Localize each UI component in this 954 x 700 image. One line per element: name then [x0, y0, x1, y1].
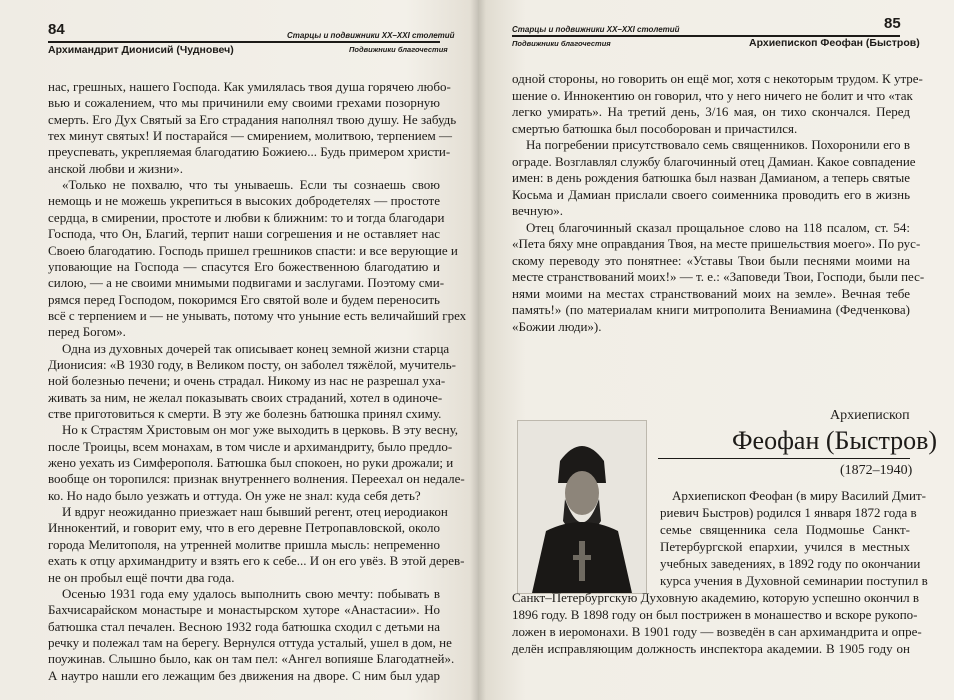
- bio-line: Архиепископ Феофан (в миру Василий Дмит-: [672, 488, 926, 503]
- text-line: ограде. Возглавлял службу благочинный отец Дамиан. Какое совпадение: [512, 153, 916, 169]
- text-line: смертью батюшка был пособорован и причастился.: [512, 120, 798, 136]
- text-line: Отец благочинный сказал прощальное слово на 118 псалом, ст. 54:: [526, 219, 910, 235]
- text-line: города Мелитополя, на утренней молитве пришла мысль: непременно: [48, 536, 440, 552]
- text-line: ехать к отцу архимандриту и взять его к себе... И он его увёз. В этой дерев-: [48, 553, 465, 569]
- text-line: вью и сожалением, что мы причинили ему своими грехами позорную: [48, 95, 440, 111]
- text-line: Бахчисарайском монастыре и монастырском хуторе «Анастасии». Но: [48, 602, 440, 618]
- text-line: батюшка стал печален. Весною 1932 года батюшка сходил с детьми на: [48, 618, 440, 634]
- text-line: Но к Страстям Христовым он мог уже выходить в церковь. В эту весну,: [62, 422, 459, 438]
- text-line: смерть. Его Дух Святый за Его страдания наполнял твою душу. Не забудь: [48, 111, 457, 127]
- text-line: «Только не похвалю, что ты унываешь. Если ты сознаешь свою: [62, 177, 440, 193]
- text-line: немощь и не можешь укрепиться в высоких добродетелях — простоте: [48, 193, 440, 209]
- left-running-title: Старцы и подвижники XX–XXI столетий: [287, 31, 455, 40]
- text-line: Косьма и Дамиан прислали своего соименника проводить его в жизнь: [512, 186, 910, 202]
- text-line: «Божии люди»).: [512, 318, 602, 334]
- text-line: На погребении присутствовало семь священников. Похоронили его в: [526, 137, 910, 152]
- bio-line: делён исправляющим должность инспектора академии. В 1905 году он: [512, 641, 910, 656]
- bio-line: курса учения в Духовной семинарии поступил в: [660, 573, 928, 588]
- text-line: скому переводу это понятнее: «Уставы Твои были песнями моими на: [512, 252, 910, 268]
- chapter-title-rule: [658, 458, 910, 459]
- text-line: рямся перед Господом, покоримся Его святой воле и будем переносить: [48, 291, 440, 307]
- left-header-rule: [48, 41, 440, 43]
- bio-line: семье священника села Подмошье Санкт-: [660, 522, 910, 537]
- text-line: нас, грешных, нашего Господа. Как умилялась твоя душа горячею любо-: [48, 79, 451, 94]
- text-line: нями моими на местах странствований моих на земле». Вечная тебе: [512, 285, 910, 301]
- bio-line: Санкт–Петербургскую Духовную академию, которую успешно окончил в: [512, 590, 919, 605]
- text-line: вечную».: [512, 203, 563, 218]
- text-line: Иннокентий, и говорит ему, что в его деревне Петропавловской, около: [48, 520, 440, 536]
- text-line: преуспевать, укрепляемая благодатию Божиею... Будь примером христи-: [48, 144, 451, 160]
- left-author-header: Архимандрит Дионисий (Чудновеч): [48, 44, 234, 56]
- text-line: перед Богом».: [48, 324, 126, 340]
- text-line: вообще он торопился: признак внутреннего волнения. Переехал он недале-: [48, 471, 465, 487]
- text-line: силою, — а не своими мнимыми подвигами и заслугами. Поэтому сми-: [48, 275, 445, 291]
- text-line: ной болезнью печени; и очень страдал. Никому из нас не разрешал уха-: [48, 373, 446, 389]
- book-spine: [470, 0, 486, 700]
- text-line: уповающие на Господа — спасутся Его божественною благодатию и: [48, 258, 440, 274]
- bio-line: ложен в иеромонахи. В 1901 году — возведён в сан архимандрита и опре-: [512, 624, 922, 639]
- bio-line: учебных заведениях, в 1892 году по окончании: [660, 556, 921, 571]
- text-line: сердца, в смирении, простоте и любви к ближним: то и тогда благодари: [48, 209, 445, 225]
- text-line: Господа, что Он, Благий, терпит наши согрешения и не оставляет нас: [48, 226, 440, 242]
- chapter-title-rank: Архиепископ: [830, 408, 910, 423]
- text-line: шение о. Иннокентию он говорил, что у него ничего не болит и что «так: [512, 87, 913, 103]
- text-line: поужинав. Слышно было, как он там пел: «Ангел вопияше Благодатней».: [48, 651, 455, 667]
- portrait-photo: [517, 420, 647, 594]
- bio-line: риевич Быстров) родился 1 января 1872 года в: [660, 505, 917, 520]
- right-section-header: Подвижники благочестия: [512, 39, 611, 48]
- chapter-dates: (1872–1940): [840, 463, 913, 478]
- text-line: одной стороны, но говорить он ещё мог, хотя с некоторым трудом. К утре-: [512, 71, 923, 86]
- text-line: «Пета бяху мне оправдания Твоя, на месте пришельствия моего». По рус-: [512, 236, 921, 251]
- chapter-title-name: Феофан (Быстров): [732, 426, 938, 455]
- right-chapter-header: Архиепископ Феофан (Быстров): [749, 37, 920, 49]
- text-line: Своею благодатию. Господь пришел грешников спасти: и все верующие и: [48, 242, 458, 258]
- text-line: тех минут святых! И постарайся — смирением, молитвою, терпением —: [48, 128, 453, 144]
- text-line: стве приготовиться к смерти. В эту же болезнь батюшка принял схиму.: [48, 406, 442, 421]
- text-line: легко умирать». На третий день, 3/16 мая, он тихо скончался. Перед: [512, 104, 910, 119]
- text-line: ко. Но надо было уезжать и оттуда. Он уже не знал: куда себя деть?: [48, 487, 421, 503]
- text-line: А наутро нашли его лежащим без движения на дворе. С ним был удар: [48, 667, 440, 683]
- portrait-image: [518, 421, 646, 593]
- text-line: И вдруг неожиданно приезжает наш бывший регент, отец иеродиакон: [62, 504, 448, 520]
- text-line: после Троицы, всем монахам, в том числе и архимандриту, было предло-: [48, 438, 453, 454]
- text-line: не он пробыл ещё почти два года.: [48, 569, 235, 585]
- right-running-title: Старцы и подвижники XX–XXI столетий: [512, 25, 680, 34]
- bio-line: 1896 году. В 1898 году он был пострижен в монашество и вскоре рукопо-: [512, 607, 918, 622]
- text-line: живать за ним, не желал показывать своих страданий, хотел в одиноче-: [48, 389, 443, 405]
- text-line: жено уехать из Симферополя. Батюшка был спокоен, но руки дрожали; и: [48, 455, 454, 471]
- text-line: Дионисия: «В 1930 году, в Великом посту, он заболел тяжёлой, мучитель-: [48, 356, 456, 372]
- left-section-header: Подвижники благочестия: [349, 45, 448, 54]
- bio-line: Петербургской епархии, учился в местных: [660, 539, 910, 554]
- text-line: память!» (по материалам книги митрополита Вениамина (Федченкова): [512, 302, 910, 317]
- text-line: имен: в день рождения батюшка был назван Дамианом, а теперь святые: [512, 170, 910, 185]
- text-line: Одна из духовных дочерей так описывает конец земной жизни старца: [62, 340, 450, 356]
- text-line: месте странствований моих!» — т. е.: «Заповеди Твои, Господи, были пес-: [512, 269, 925, 284]
- text-line: всё с терпением и — не унывать, потому что уныние есть величайший грех: [48, 307, 467, 323]
- text-line: Осенью 1931 года ему удалось выполнить свою мечту: побывать в: [62, 585, 440, 601]
- text-line: речку и полежал там на берегу. Вернулся оттуда усталый, ушел в дом, не: [48, 634, 452, 650]
- left-page-number: 84: [48, 21, 65, 38]
- right-page-number: 85: [884, 15, 901, 32]
- text-line: анской любви и жизни».: [48, 160, 183, 176]
